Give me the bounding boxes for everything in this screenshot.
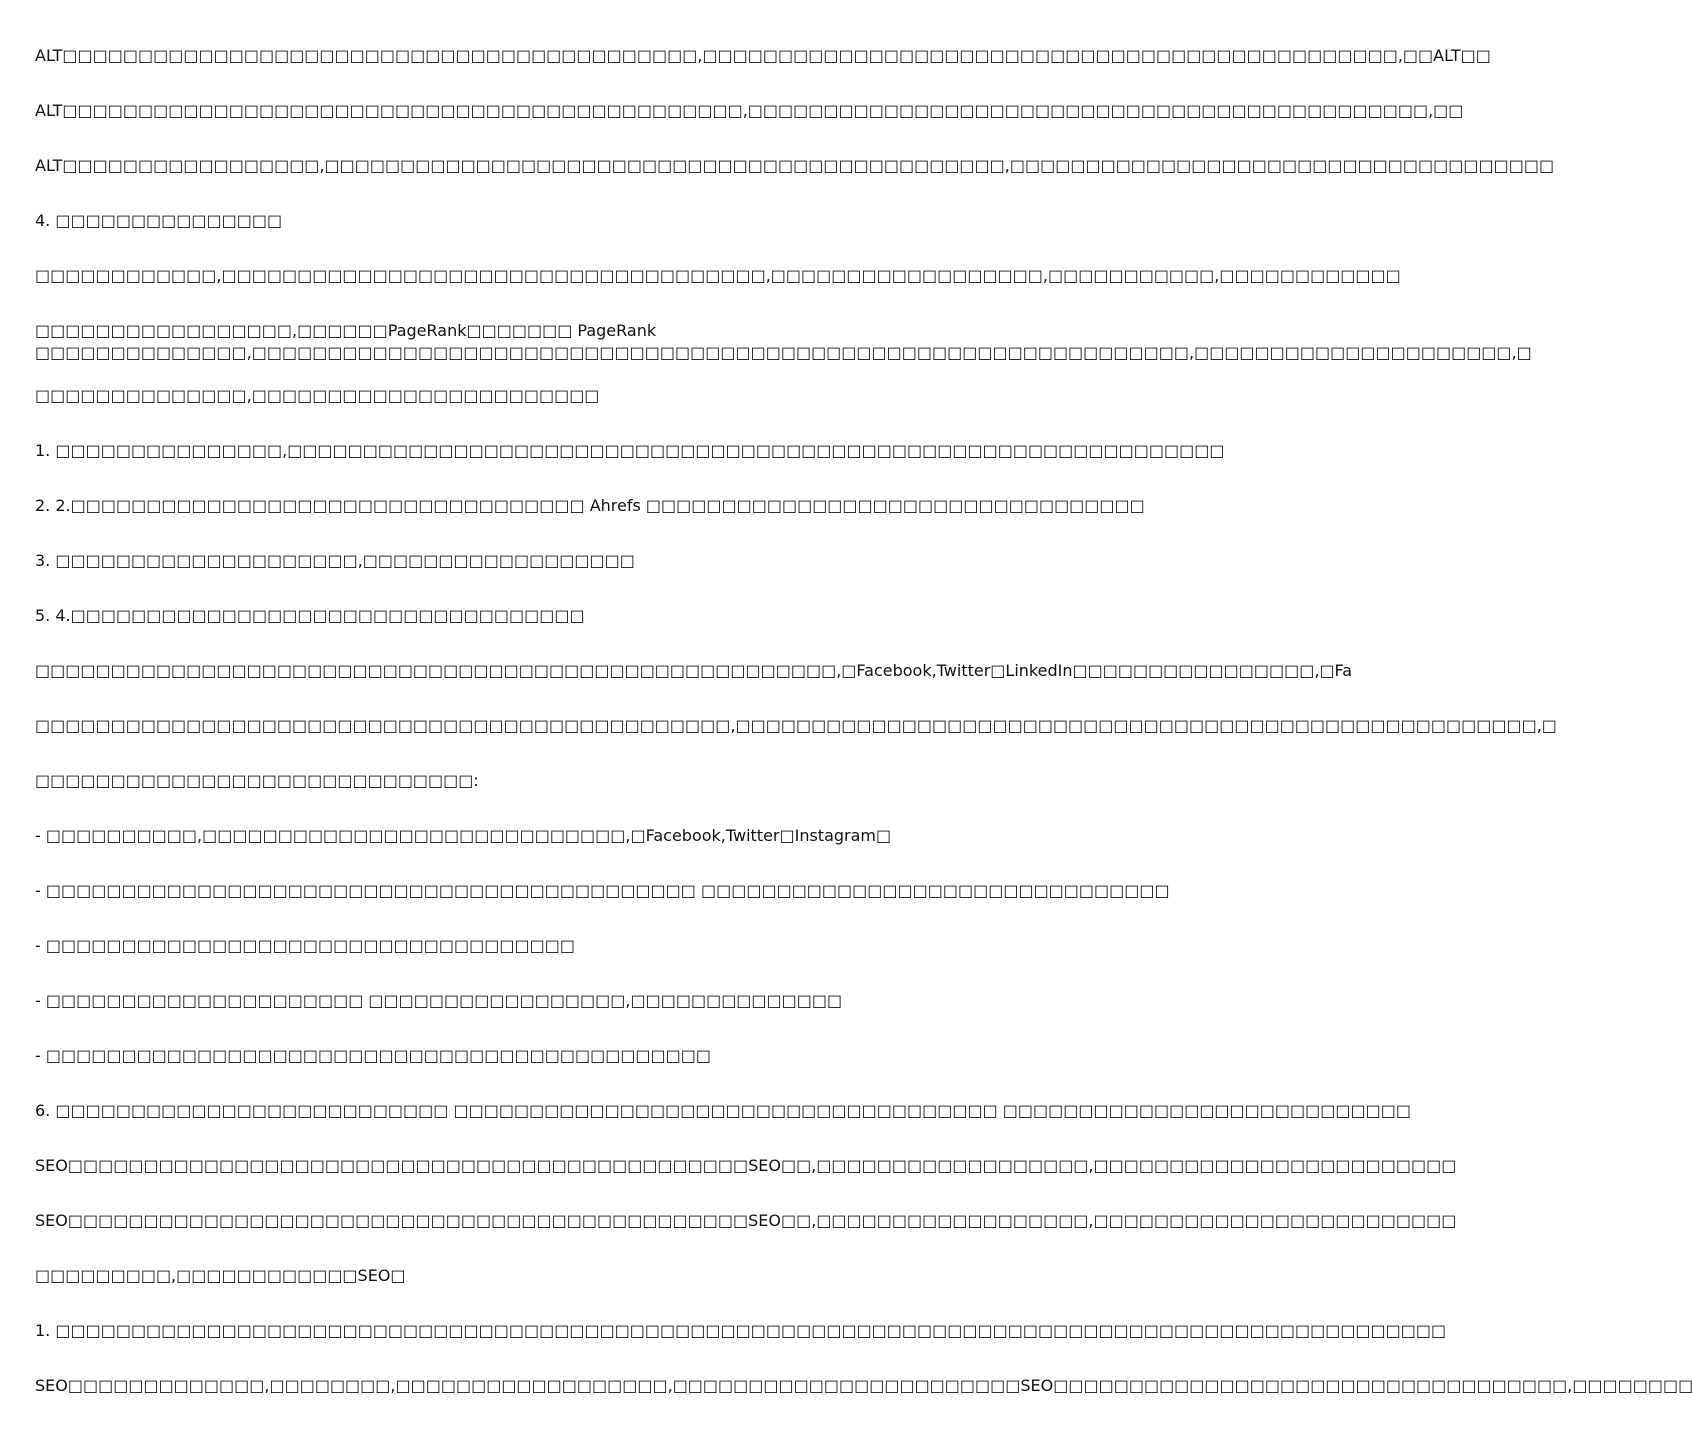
list-item-2: 2. 2.□□□□□□□□□□□□□□□□□□□□□□□□□□□□□□□□□□ Ahrefs □□□□□□□□□□□□□□□□□□□□□□□□□□□□□□□□□ <box>35 496 1145 515</box>
paragraph-text: □□□□□□□□□,□□□□□□□□□□□□SEO□ <box>35 1266 406 1285</box>
list-item-1: 1. □□□□□□□□□□□□□□□□□□□□□□□□□□□□□□□□□□□□□□□□□□□□□□□□□□□□□□□□□□□□□□□□□□□□□□□□□□□□□□□□□□□□□□□□□□□□ <box>35 1321 1447 1340</box>
section-heading-6: 6. □□□□□□□□□□□□□□□□□□□□□□□□□□ □□□□□□□□□□□□□□□□□□□□□□□□□□□□□□□□□□□□ □□□□□□□□□□□□□□□□□□□□□□□□□□□ <box>35 1101 1411 1120</box>
paragraph-text: □□□□□□□□□□□□□□□□□□□□□□□□□□□□□□□□□□□□□□□□□□□□□□,□□□□□□□□□□□□□□□□□□□□□□□□□□□□□□□□□□□□□□□□□□□□□□□□□□□□□,□ <box>35 716 1557 735</box>
section-heading-4: 4. □□□□□□□□□□□□□□□ <box>35 211 283 230</box>
bullet-item: - □□□□□□□□□□□□□□□□□□□□□□□□□□□□□□□□□□□□□□□□□□□□ <box>35 1046 712 1065</box>
paragraph-pagerank-line-2: □□□□□□□□□□□□□□,□□□□□□□□□□□□□□□□□□□□□□□□□□□□□□□□□□□□□□□□□□□□□□□□□□□□□□□□□□□□□□,□□□□□□□□□□□□□□□□□□□□□,□ <box>35 343 1532 362</box>
paragraph-alt-1: ALT□□□□□□□□□□□□□□□□□□□□□□□□□□□□□□□□□□□□□□□□□□,□□□□□□□□□□□□□□□□□□□□□□□□□□□□□□□□□□□□□□□□□□□□□□,□□ALT□□ <box>35 46 1491 65</box>
list-item-3: 3. □□□□□□□□□□□□□□□□□□□□,□□□□□□□□□□□□□□□□□□ <box>35 551 635 570</box>
paragraph-seo-2: SEO□□□□□□□□□□□□□□□□□□□□□□□□□□□□□□□□□□□□□□□□□□□□□SEO□□,□□□□□□□□□□□□□□□□□□,□□□□□□□□□□□□□□□□□□□□□□□□ <box>35 1211 1457 1230</box>
section-heading-5: 5. 4.□□□□□□□□□□□□□□□□□□□□□□□□□□□□□□□□□□ <box>35 606 585 625</box>
paragraph-text: □□□□□□□□□□□□,□□□□□□□□□□□□□□□□□□□□□□□□□□□□□□□□□□□□,□□□□□□□□□□□□□□□□□□,□□□□□□□□□□□,□□□□□□□□□□□□ <box>35 266 1401 285</box>
paragraph-seo-1: SEO□□□□□□□□□□□□□□□□□□□□□□□□□□□□□□□□□□□□□□□□□□□□□SEO□□,□□□□□□□□□□□□□□□□□□,□□□□□□□□□□□□□□□□□□□□□□□□ <box>35 1156 1457 1175</box>
paragraph-social: □□□□□□□□□□□□□□□□□□□□□□□□□□□□□□□□□□□□□□□□□□□□□□□□□□□□□,□Facebook,Twitter□LinkedIn□□□□□□□□□□□□□□□□,□Fa <box>35 661 1353 680</box>
bullet-item: - □□□□□□□□□□□□□□□□□□□□□□□□□□□□□□□□□□□□□□□□□□□ □□□□□□□□□□□□□□□□□□□□□□□□□□□□□□□ <box>35 881 1170 900</box>
bullet-item: - □□□□□□□□□□□□□□□□□□□□□ □□□□□□□□□□□□□□□□□,□□□□□□□□□□□□□□ <box>35 991 843 1010</box>
paragraph-alt-2: ALT□□□□□□□□□□□□□□□□□□□□□□□□□□□□□□□□□□□□□□□□□□□□□,□□□□□□□□□□□□□□□□□□□□□□□□□□□□□□□□□□□□□□□□□□□□□,□□ <box>35 101 1464 120</box>
document-body <box>35 45 1693 1430</box>
paragraph-alt-3: ALT□□□□□□□□□□□□□□□□□,□□□□□□□□□□□□□□□□□□□□□□□□□□□□□□□□□□□□□□□□□□□□□,□□□□□□□□□□□□□□□□□□□□□□□□□□□□□□□□□□□□ <box>35 156 1555 175</box>
paragraph-pagerank-line-1: □□□□□□□□□□□□□□□□□,□□□□□□PageRank□□□□□□□ PageRank <box>35 321 657 340</box>
paragraph-intro: □□□□□□□□□□□□□□□□□□□□□□□□□□□□□: <box>35 771 479 790</box>
paragraph-seo-3: SEO□□□□□□□□□□□□□,□□□□□□□□,□□□□□□□□□□□□□□□□□□,□□□□□□□□□□□□□□□□□□□□□□□SEO□□□□□□□□□□□□□□□□□□□□□□□□□□□□□□□□□□,□□□□□□□□ <box>35 1376 1693 1395</box>
bullet-item: - □□□□□□□□□□,□□□□□□□□□□□□□□□□□□□□□□□□□□□□,□Facebook,Twitter□Instagram□ <box>35 826 892 845</box>
paragraph-text: □□□□□□□□□□□□□□,□□□□□□□□□□□□□□□□□□□□□□□ <box>35 386 600 405</box>
bullet-item: - □□□□□□□□□□□□□□□□□□□□□□□□□□□□□□□□□□□ <box>35 936 575 955</box>
paragraph-pagerank <box>35 320 1532 364</box>
list-item-1: 1. □□□□□□□□□□□□□□□,□□□□□□□□□□□□□□□□□□□□□□□□□□□□□□□□□□□□□□□□□□□□□□□□□□□□□□□□□□□□□□ <box>35 441 1225 460</box>
